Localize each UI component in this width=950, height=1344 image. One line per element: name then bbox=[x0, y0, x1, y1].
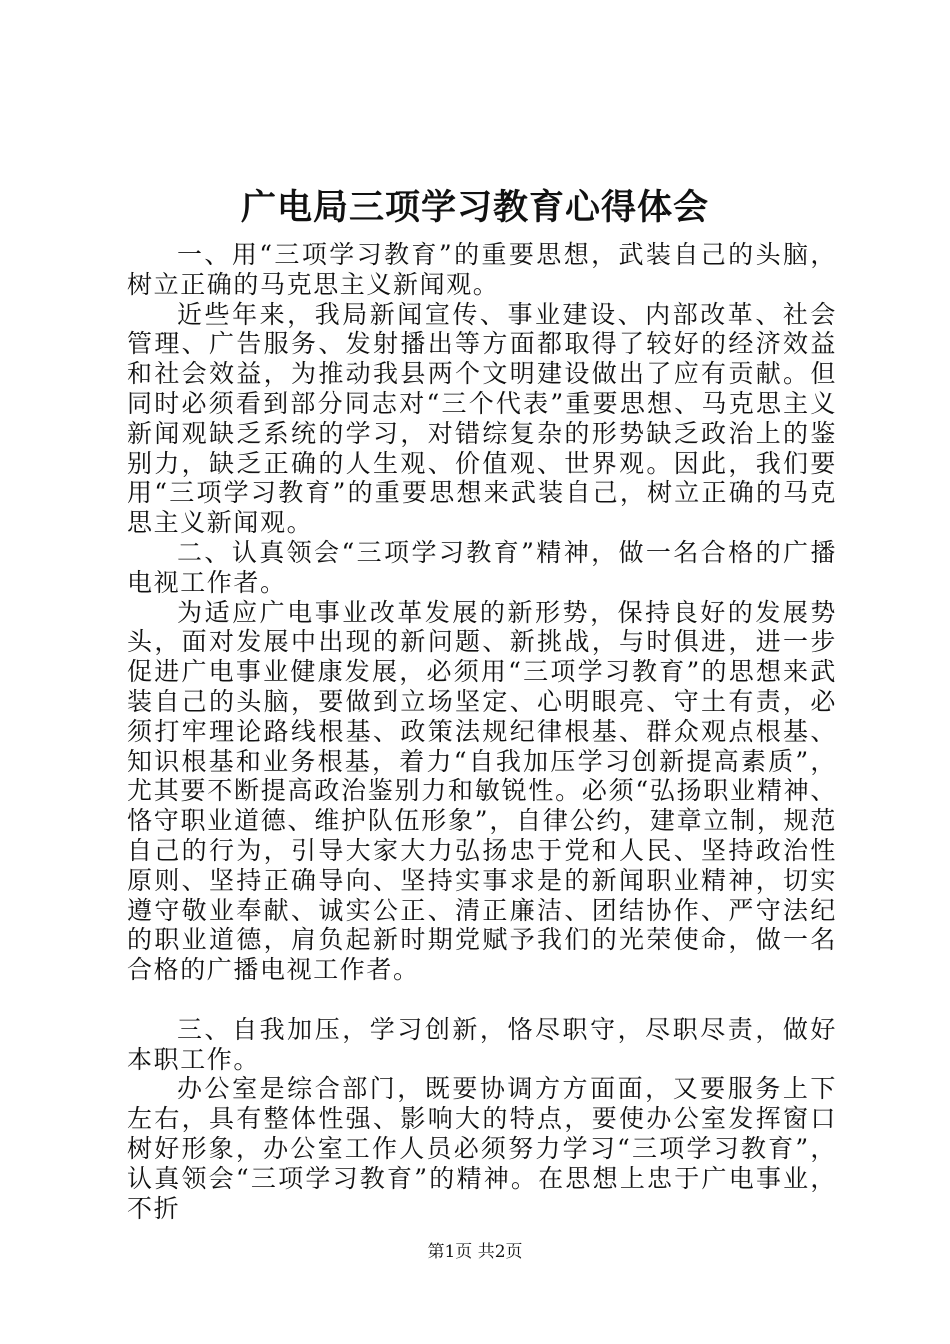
section-heading-2: 二、认真领会“三项学习教育”精神，做一名合格的广播电视工作者。 bbox=[127, 537, 837, 597]
body-paragraph-1: 近些年来，我局新闻宣传、事业建设、内部改革、社会管理、广告服务、发射播出等方面都取得了较好的经济效益和社会效益，为推动我县两个文明建设做出了应有贡献。但同时必须看到部分同志对“三个代表”重要思想、马克思主义新闻观缺乏系统的学习，对错综复杂的形势缺乏政治上的鉴别力，缺乏正确的人生观、价值观、世界观。因此，我们要用“三项学习教育”的重要思想来武装自己，树立正确的马克思主义新闻观。 bbox=[127, 299, 837, 538]
section-heading-3: 三、自我加压，学习创新，恪尽职守，尽职尽责，做好本职工作。 bbox=[127, 1014, 837, 1074]
section-heading-1: 一、用“三项学习教育”的重要思想，武装自己的头脑，树立正确的马克思主义新闻观。 bbox=[127, 240, 837, 299]
paragraph-spacer bbox=[127, 985, 837, 1015]
body-paragraph-3: 办公室是综合部门，既要协调方方面面，又要服务上下左右，具有整体性强、影响大的特点，要使办公室发挥窗口树好形象，办公室工作人员必须努力学习“三项学习教育”，认真领会“三项学习教育”的精神。在思想上忠于广电事业，不折 bbox=[127, 1074, 837, 1223]
document-body bbox=[127, 240, 837, 1223]
page-number-footer: 第1页 共2页 bbox=[427, 1242, 523, 1262]
body-paragraph-2: 为适应广电事业改革发展的新形势，保持良好的发展势头，面对发展中出现的新问题、新挑战，与时俱进，进一步促进广电事业健康发展，必须用“三项学习教育”的思想来武装自己的头脑，要做到立场坚定、心明眼亮、守土有责，必须打牢理论路线根基、政策法规纪律根基、群众观点根基、知识根基和业务根基，着力“自我加压学习创新提高素质”，尤其要不断提高政治鉴别力和敏锐性。必须“弘扬职业精神、恪守职业道德、维护队伍形象”，自律公约，建章立制，规范自己的行为，引导大家大力弘扬忠于党和人民、坚持政治性原则、坚持正确导向、坚持实事求是的新闻职业精神，切实遵守敬业奉献、诚实公正、清正廉洁、团结协作、严守法纪的职业道德，肩负起新时期党赋予我们的光荣使命，做一名合格的广播电视工作者。 bbox=[127, 597, 837, 985]
document-title: 广电局三项学习教育心得体会 bbox=[240, 187, 709, 228]
